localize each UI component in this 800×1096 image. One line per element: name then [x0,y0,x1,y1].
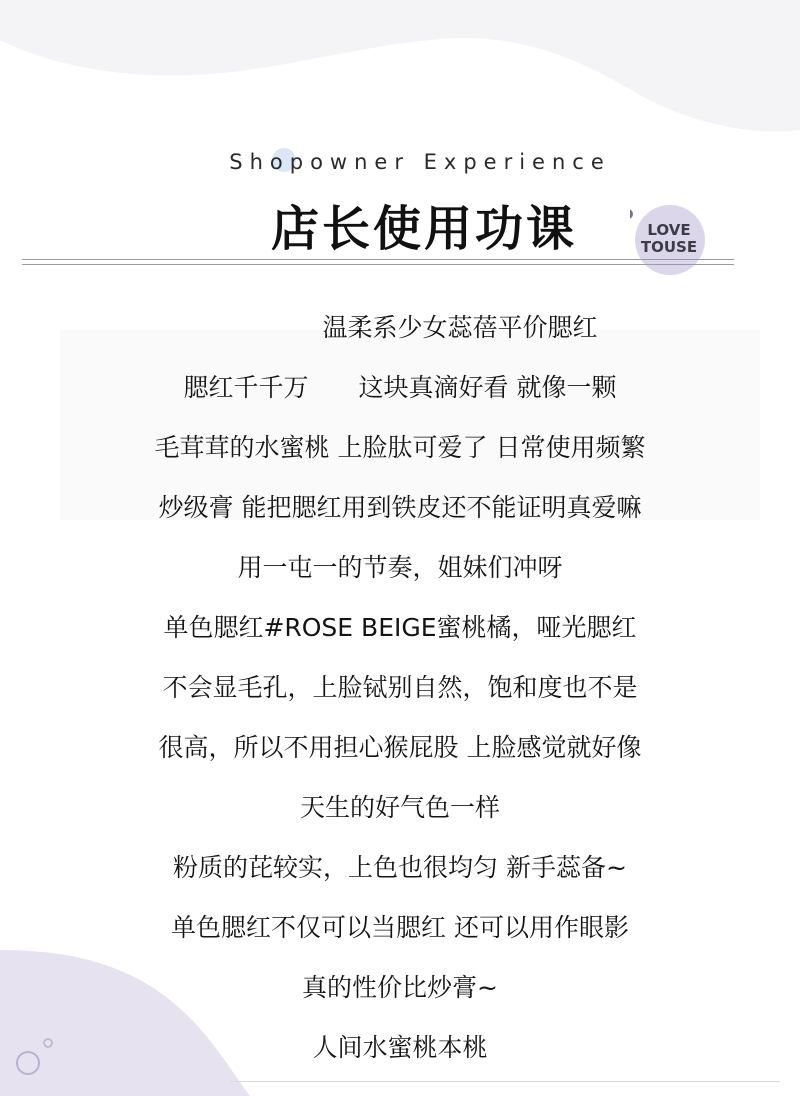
body-line-12: 真的性价比炒膏~ [302,973,498,1002]
body-line-8: 很高，所以不用担心猴屁股 上脸感觉就好像 [158,733,642,762]
body-line-7: 不会显毛孔，上脸铽别自然，饱和度也不是 [162,673,638,702]
divider-top [22,259,734,260]
body-line-10: 粉质的芘较实，上色也很均匀 新手蕊备~ [173,853,627,882]
page-title: 店长使用功课 [270,201,577,257]
body-line-1: 温柔系少女蕊蓓平价腮红 [322,313,598,342]
subtitle: Shopowner Experience [229,150,611,174]
body-line-3: 毛茸茸的水蜜桃 上脸肽可爱了 日常使用频繁 [154,433,646,462]
body-line-13: 人间水蜜桃本桃 [312,1033,488,1062]
divider-bottom [22,264,734,265]
bottom-line [230,1081,780,1082]
body-line-9: 天生的好气色一样 [299,793,500,822]
top-wave-shape [0,0,800,131]
body-line-2: 腮红千千万 这块真滴好看 就像一颗 [183,373,617,402]
body-line-6: 单色腮红#ROSE BEIGE蜜桃橘，哑光腮红 [163,613,637,642]
body-line-4: 炒级膏 能把腮红用到铁皮还不能证明真爱嘛 [158,493,642,522]
badge-text-love: LOVE [647,221,691,239]
badge-text-touse: TOUSE [640,238,698,256]
body-line-11: 单色腮红不仅可以当腮红 还可以用作眼影 [171,913,629,942]
body-line-5: 用一屯一的节奏，姐妹们冲呀 [237,553,563,582]
